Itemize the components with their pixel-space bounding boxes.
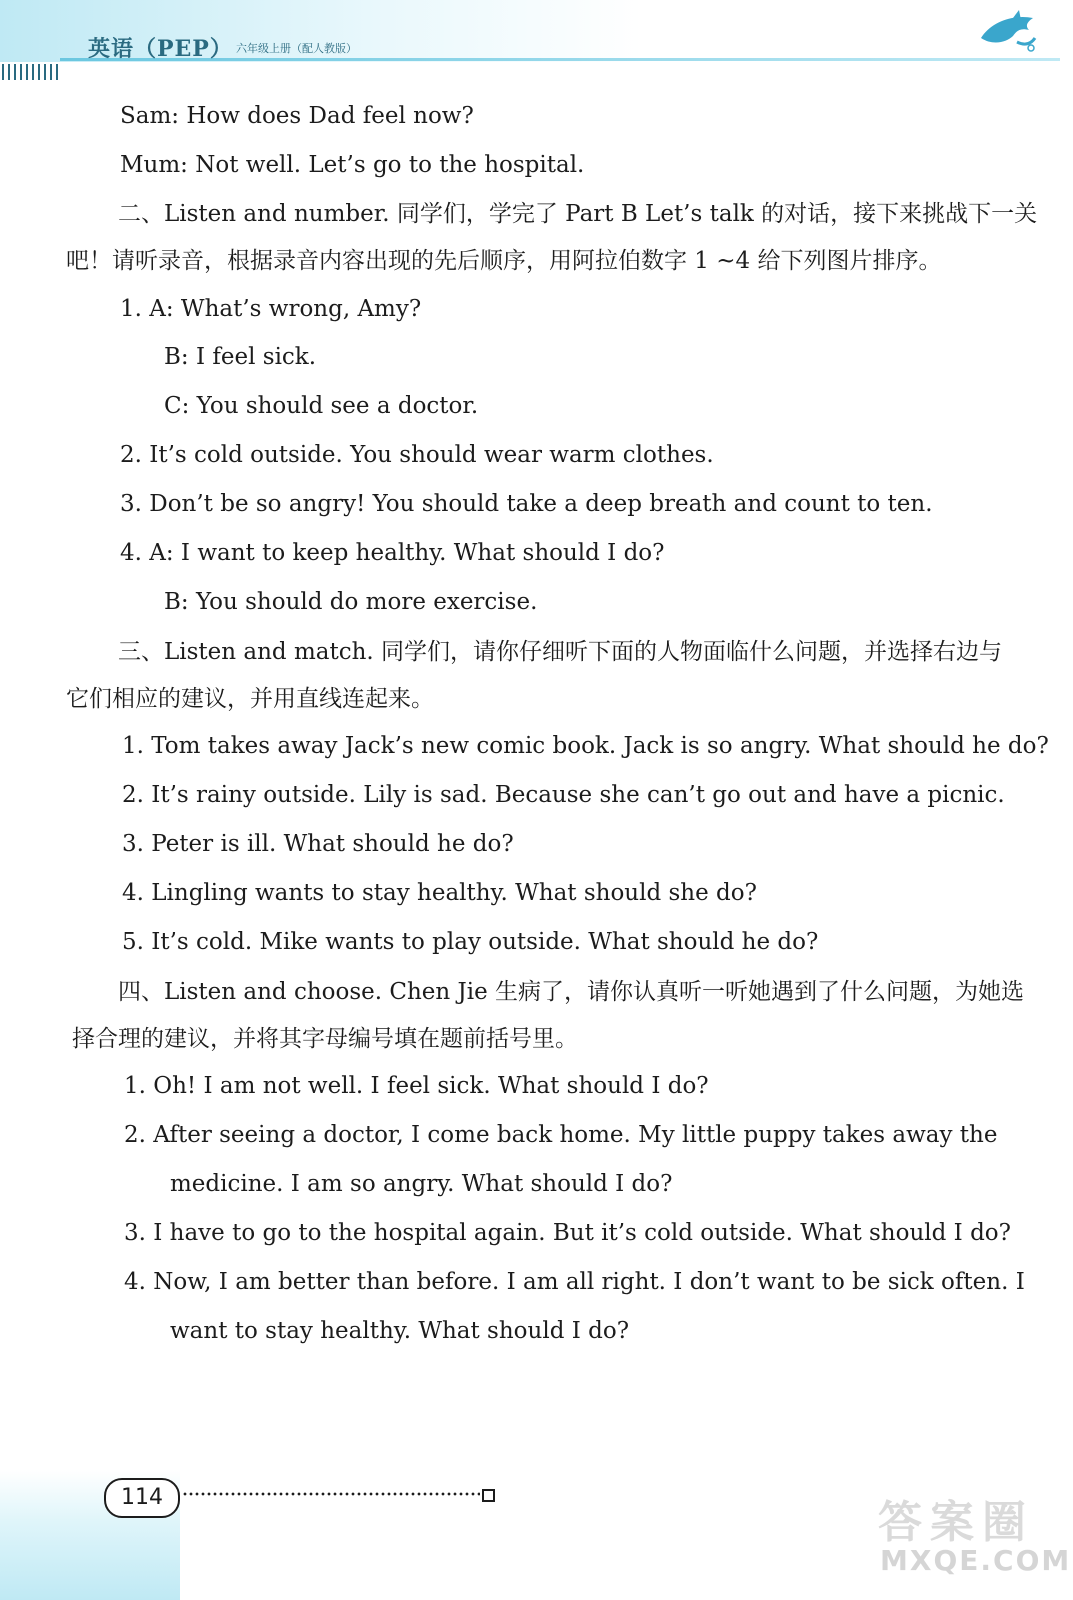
list-item: 2. It’s cold outside. You should wear warm clothes. xyxy=(120,442,714,468)
list-item: 4. Now, I am better than before. I am all right. I don’t want to be sick often. I xyxy=(124,1269,1025,1295)
section-instruction: 吧！请听录音，根据录音内容出现的先后顺序，用阿拉伯数字 1 ~4 给下列图片排序。 xyxy=(66,248,942,274)
section-instruction: 择合理的建议，并将其字母编号填在题前括号里。 xyxy=(72,1026,578,1052)
header-tick-marks xyxy=(2,64,62,80)
watermark-url: MXQE.COM xyxy=(880,1544,1072,1577)
list-item: 2. It’s rainy outside. Lily is sad. Because she can’t go out and have a picnic. xyxy=(122,782,1005,808)
list-item: 4. A: I want to keep healthy. What should I do? xyxy=(120,540,665,566)
dialogue-line: C: You should see a doctor. xyxy=(164,393,479,419)
list-item: 1. Tom takes away Jack’s new comic book. Jack is so angry. What should he do? xyxy=(122,733,1049,759)
list-item-continuation: want to stay healthy. What should I do? xyxy=(170,1318,630,1344)
dolphin-icon xyxy=(977,8,1041,54)
section-heading-number: 二、Listen and number. 同学们，学完了 Part B Let’s talk 的对话，接下来挑战下一关 xyxy=(118,201,1038,227)
dialogue-line: Mum: Not well. Let’s go to the hospital. xyxy=(120,152,585,178)
list-item: 1. Oh! I am not well. I feel sick. What should I do? xyxy=(124,1073,709,1099)
list-item: 2. After seeing a doctor, I come back home. My little puppy takes away the xyxy=(124,1122,998,1148)
book-title: 英语（PEP） xyxy=(88,36,233,62)
dialogue-line: B: I feel sick. xyxy=(164,344,317,370)
list-item: 3. Peter is ill. What should he do? xyxy=(122,831,514,857)
list-item: 3. I have to go to the hospital again. But it’s cold outside. What should I do? xyxy=(124,1220,1011,1246)
section-instruction: 它们相应的建议，并用直线连起来。 xyxy=(66,686,434,712)
section-heading-choose: 四、Listen and choose. Chen Jie 生病了，请你认真听一听她遇到了什么问题，为她选 xyxy=(118,979,1025,1005)
book-subtitle: 六年级上册（配人教版） xyxy=(236,42,357,55)
list-item: 4. Lingling wants to stay healthy. What should she do? xyxy=(122,880,757,906)
page-number: 114 xyxy=(104,1478,180,1518)
watermark-logo: 答案圈 xyxy=(878,1497,1034,1548)
list-item-continuation: medicine. I am so angry. What should I do? xyxy=(170,1171,673,1197)
dialogue-line: Sam: How does Dad feel now? xyxy=(120,103,474,129)
dialogue-line: B: You should do more exercise. xyxy=(164,589,538,615)
list-item: 5. It’s cold. Mike wants to play outside. What should he do? xyxy=(122,929,819,955)
leader-end-square xyxy=(482,1489,495,1502)
list-item: 3. Don’t be so angry! You should take a deep breath and count to ten. xyxy=(120,491,933,517)
section-heading-match: 三、Listen and match. 同学们，请你仔细听下面的人物面临什么问题，并选择右边与 xyxy=(118,639,1003,665)
dotted-leader xyxy=(182,1490,480,1498)
list-item: 1. A: What’s wrong, Amy? xyxy=(120,296,422,322)
